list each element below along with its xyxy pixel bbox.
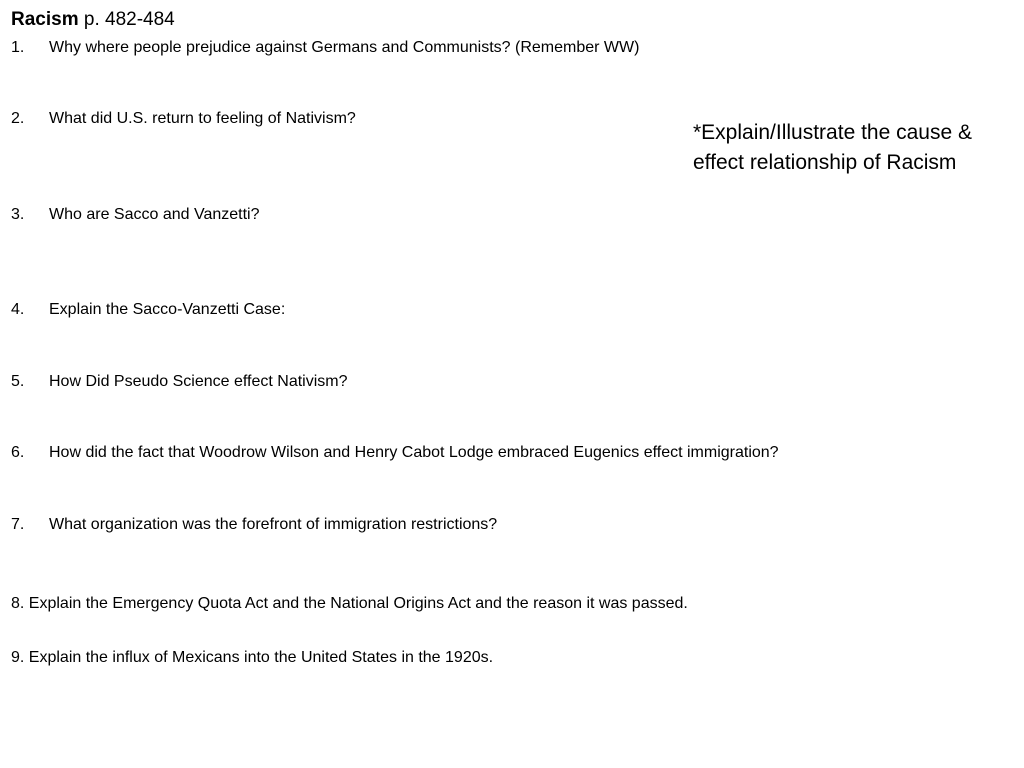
question-number: 4.: [11, 301, 25, 318]
question-6: [11, 443, 779, 463]
question-text: Why where people prejudice against Germans and Communists? (Remember WW): [49, 39, 640, 56]
title-pages: p. 482-484: [78, 9, 175, 30]
question-text: What organization was the forefront of immigration restrictions?: [49, 516, 498, 533]
question-5: [11, 372, 348, 392]
side-note: *Explain/Illustrate the cause & effect relationship of Racism: [693, 121, 972, 174]
question-text: How Did Pseudo Science effect Nativism?: [49, 373, 348, 390]
question-number: 2.: [11, 110, 25, 127]
question-1: [11, 38, 639, 58]
question-number: 6.: [11, 444, 25, 461]
question-7: [11, 515, 497, 535]
question-4: [11, 300, 285, 320]
question-text: How did the fact that Woodrow Wilson and Henry Cabot Lodge embraced Eugenics effect immigration?: [49, 444, 779, 461]
question-number: 1.: [11, 39, 25, 56]
question-number: 3.: [11, 206, 25, 223]
page-title: [11, 9, 175, 31]
question-8: 8. Explain the Emergency Quota Act and the National Origins Act and the reason it was passed.: [11, 595, 688, 612]
question-2: [11, 109, 356, 129]
question-9: 9. Explain the influx of Mexicans into the United States in the 1920s.: [11, 649, 494, 666]
question-text: What did U.S. return to feeling of Nativism?: [49, 110, 356, 127]
question-text: Who are Sacco and Vanzetti?: [49, 206, 260, 223]
question-3: [11, 205, 260, 225]
question-number: 7.: [11, 516, 25, 533]
title-bold: Racism: [11, 9, 79, 30]
question-text: Explain the Sacco-Vanzetti Case:: [49, 301, 286, 318]
question-number: 5.: [11, 373, 25, 390]
